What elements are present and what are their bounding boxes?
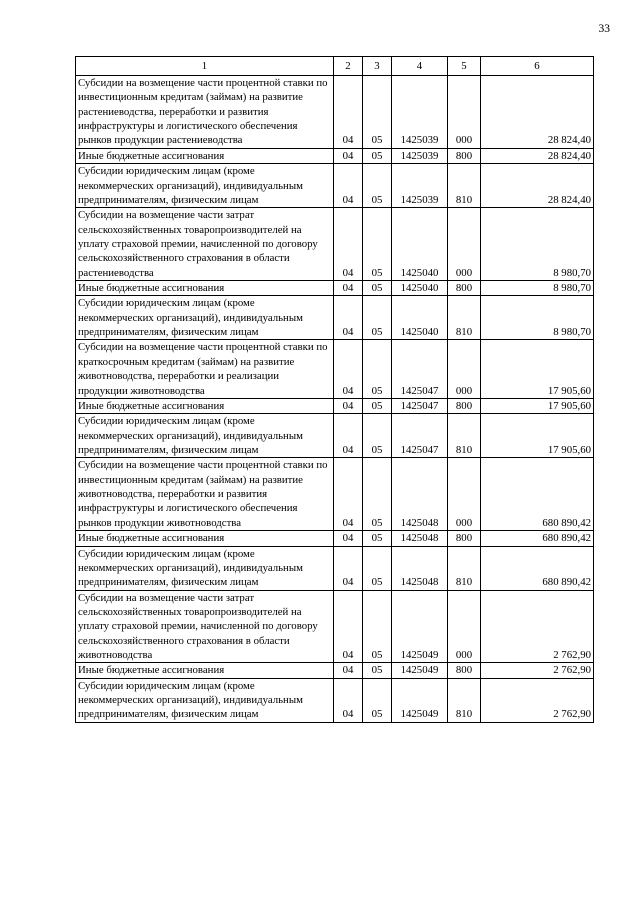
row-expense-type: 000 (448, 208, 481, 281)
row-amount: 17 905,60 (481, 414, 594, 458)
row-section: 04 (334, 164, 363, 208)
row-name: Субсидии юридическим лицам (кроме некоммерческих организаций), индивидуальным предпринимателям, физическим лицам (76, 296, 334, 340)
row-expense-type: 000 (448, 458, 481, 531)
row-name: Субсидии юридическим лицам (кроме некоммерческих организаций), индивидуальным предпринимателям, физическим лицам (76, 164, 334, 208)
header-col-6: 6 (481, 57, 594, 76)
row-name: Иные бюджетные ассигнования (76, 281, 334, 296)
row-target-article: 1425048 (392, 546, 448, 590)
row-target-article: 1425047 (392, 398, 448, 413)
row-expense-type: 000 (448, 76, 481, 149)
row-subsection: 05 (363, 398, 392, 413)
row-expense-type: 800 (448, 148, 481, 163)
table-row (76, 296, 594, 340)
row-name: Субсидии юридическим лицам (кроме некоммерческих организаций), индивидуальным предпринимателям, физическим лицам (76, 546, 334, 590)
row-target-article: 1425039 (392, 76, 448, 149)
table-row (76, 663, 594, 678)
row-subsection: 05 (363, 208, 392, 281)
header-col-5: 5 (448, 57, 481, 76)
row-name: Субсидии на возмещение части затрат сельскохозяйственных товаропроизводителей на уплату страховой премии, начисленной по договору сельскохозяйственного страхования в области животноводства (76, 590, 334, 663)
row-name: Субсидии на возмещение части процентной ставки по инвестиционным кредитам (займам) на развитие животноводства, переработки и развития инфраструктуры и логистического обеспечения рынков продукции животноводства (76, 458, 334, 531)
row-section: 04 (334, 414, 363, 458)
row-name: Субсидии на возмещение части затрат сельскохозяйственных товаропроизводителей на уплату страховой премии, начисленной по договору сельскохозяйственного страхования в области растениеводства (76, 208, 334, 281)
row-subsection: 05 (363, 414, 392, 458)
row-amount: 680 890,42 (481, 531, 594, 546)
table-row (76, 208, 594, 281)
row-subsection: 05 (363, 148, 392, 163)
table-row (76, 76, 594, 149)
row-section: 04 (334, 148, 363, 163)
header-col-3: 3 (363, 57, 392, 76)
row-subsection: 05 (363, 458, 392, 531)
table-row (76, 458, 594, 531)
row-target-article: 1425039 (392, 164, 448, 208)
row-target-article: 1425048 (392, 531, 448, 546)
table-row (76, 340, 594, 398)
row-target-article: 1425047 (392, 414, 448, 458)
table-row (76, 546, 594, 590)
row-target-article: 1425049 (392, 678, 448, 722)
row-name: Субсидии юридическим лицам (кроме некоммерческих организаций), индивидуальным предпринимателям, физическим лицам (76, 678, 334, 722)
header-col-2: 2 (334, 57, 363, 76)
row-section: 04 (334, 76, 363, 149)
row-section: 04 (334, 590, 363, 663)
row-amount: 2 762,90 (481, 678, 594, 722)
row-subsection: 05 (363, 678, 392, 722)
row-amount: 28 824,40 (481, 76, 594, 149)
table-row (76, 678, 594, 722)
row-target-article: 1425040 (392, 208, 448, 281)
row-amount: 17 905,60 (481, 340, 594, 398)
row-subsection: 05 (363, 546, 392, 590)
row-name: Субсидии на возмещение части процентной ставки по краткосрочным кредитам (займам) на развитие животноводства, переработки и реализации продукции животноводства (76, 340, 334, 398)
page-number: 33 (598, 23, 610, 35)
row-amount: 17 905,60 (481, 398, 594, 413)
row-subsection: 05 (363, 340, 392, 398)
table-row (76, 398, 594, 413)
row-name: Субсидии юридическим лицам (кроме некоммерческих организаций), индивидуальным предпринимателям, физическим лицам (76, 414, 334, 458)
row-subsection: 05 (363, 663, 392, 678)
row-amount: 680 890,42 (481, 546, 594, 590)
table-header-row (76, 57, 594, 76)
row-expense-type: 800 (448, 531, 481, 546)
row-target-article: 1425048 (392, 458, 448, 531)
row-section: 04 (334, 663, 363, 678)
table-row (76, 531, 594, 546)
row-section: 04 (334, 281, 363, 296)
row-name: Иные бюджетные ассигнования (76, 148, 334, 163)
row-expense-type: 810 (448, 678, 481, 722)
table-row (76, 148, 594, 163)
row-section: 04 (334, 546, 363, 590)
row-amount: 8 980,70 (481, 296, 594, 340)
row-name: Субсидии на возмещение части процентной ставки по инвестиционным кредитам (займам) на развитие растениеводства, переработки и развития инфраструктуры и логистического обеспечения рынков продукции растениеводства (76, 76, 334, 149)
row-target-article: 1425049 (392, 663, 448, 678)
row-subsection: 05 (363, 281, 392, 296)
table-row (76, 414, 594, 458)
table-row (76, 590, 594, 663)
row-expense-type: 810 (448, 414, 481, 458)
row-subsection: 05 (363, 164, 392, 208)
row-amount: 680 890,42 (481, 458, 594, 531)
row-expense-type: 000 (448, 340, 481, 398)
row-expense-type: 800 (448, 281, 481, 296)
row-expense-type: 800 (448, 398, 481, 413)
row-expense-type: 000 (448, 590, 481, 663)
table-body (76, 76, 594, 723)
row-amount: 2 762,90 (481, 590, 594, 663)
row-amount: 2 762,90 (481, 663, 594, 678)
header-col-1: 1 (76, 57, 334, 76)
row-subsection: 05 (363, 296, 392, 340)
table-row (76, 164, 594, 208)
row-name: Иные бюджетные ассигнования (76, 531, 334, 546)
row-expense-type: 800 (448, 663, 481, 678)
row-section: 04 (334, 208, 363, 281)
row-section: 04 (334, 398, 363, 413)
row-expense-type: 810 (448, 164, 481, 208)
header-col-4: 4 (392, 57, 448, 76)
row-target-article: 1425040 (392, 296, 448, 340)
budget-table (75, 56, 594, 723)
row-section: 04 (334, 340, 363, 398)
row-target-article: 1425039 (392, 148, 448, 163)
row-name: Иные бюджетные ассигнования (76, 663, 334, 678)
row-expense-type: 810 (448, 296, 481, 340)
row-amount: 28 824,40 (481, 148, 594, 163)
row-target-article: 1425047 (392, 340, 448, 398)
row-amount: 28 824,40 (481, 164, 594, 208)
row-section: 04 (334, 458, 363, 531)
row-target-article: 1425040 (392, 281, 448, 296)
row-section: 04 (334, 531, 363, 546)
row-name: Иные бюджетные ассигнования (76, 398, 334, 413)
table-row (76, 281, 594, 296)
row-amount: 8 980,70 (481, 281, 594, 296)
row-subsection: 05 (363, 590, 392, 663)
row-amount: 8 980,70 (481, 208, 594, 281)
row-section: 04 (334, 678, 363, 722)
row-target-article: 1425049 (392, 590, 448, 663)
row-subsection: 05 (363, 76, 392, 149)
row-section: 04 (334, 296, 363, 340)
row-expense-type: 810 (448, 546, 481, 590)
row-subsection: 05 (363, 531, 392, 546)
